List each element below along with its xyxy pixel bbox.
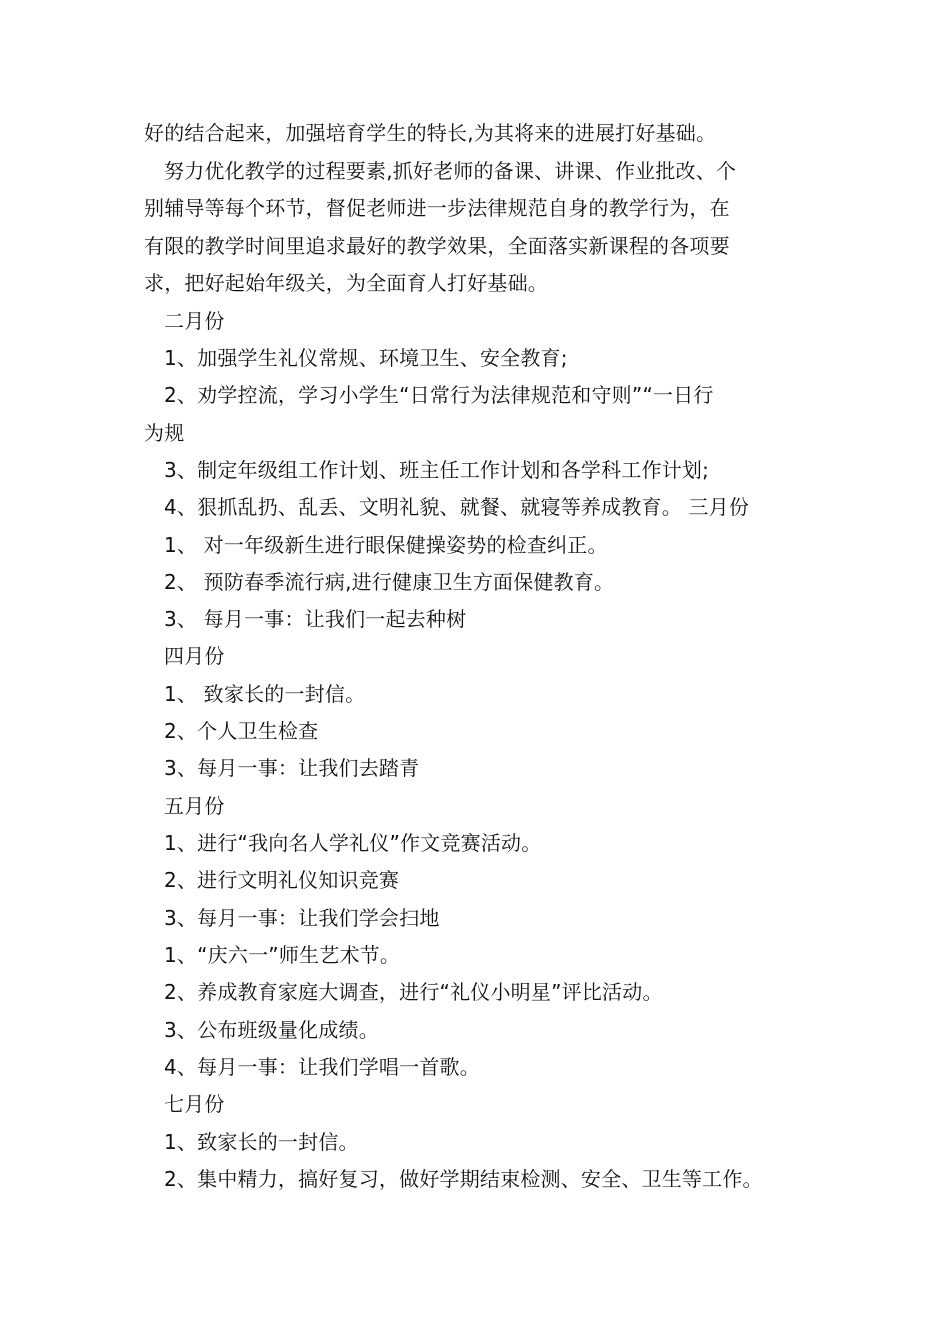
paragraph-line: 求，把好起始年级关，为全面育人打好基础。 bbox=[144, 271, 548, 295]
list-item: 3、 每月一事：让我们一起去种树 bbox=[164, 607, 467, 631]
list-item: 1、加强学生礼仪常规、环境卫生、安全教育; bbox=[164, 346, 568, 370]
list-item: 3、公布班级量化成绩。 bbox=[164, 1018, 379, 1042]
list-item: 1、致家长的一封信。 bbox=[164, 1130, 359, 1154]
list-item: 2、养成教育家庭大调查，进行“礼仪小明星”评比活动。 bbox=[164, 980, 663, 1004]
list-item: 2、 预防春季流行病,进行健康卫生方面保健教育。 bbox=[164, 570, 615, 594]
paragraph-line: 努力优化教学的过程要素,抓好老师的备课、讲课、作业批改、个 bbox=[164, 159, 737, 183]
section-heading: 五月份 bbox=[164, 794, 225, 818]
list-item: 1、 对一年级新生进行眼保健操姿势的检查纠正。 bbox=[164, 533, 608, 557]
list-item: 3、制定年级组工作计划、班主任工作计划和各学科工作计划; bbox=[164, 458, 710, 482]
list-item-continuation: 为规 bbox=[144, 421, 185, 445]
section-heading: 二月份 bbox=[164, 309, 225, 333]
section-heading: 七月份 bbox=[164, 1092, 225, 1116]
list-item: 2、个人卫生检查 bbox=[164, 719, 319, 743]
list-item: 1、“庆六一”师生艺术节。 bbox=[164, 943, 401, 967]
paragraph-line: 有限的教学时间里追求最好的教学效果，全面落实新课程的各项要 bbox=[144, 234, 730, 258]
list-item: 2、集中精力，搞好复习，做好学期结束检测、安全、卫生等工作。 bbox=[164, 1167, 763, 1191]
list-item: 4、狠抓乱扔、乱丢、文明礼貌、就餐、就寝等养成教育。 三月份 bbox=[164, 495, 750, 519]
list-item: 2、进行文明礼仪知识竞赛 bbox=[164, 868, 400, 892]
list-item: 3、每月一事：让我们学会扫地 bbox=[164, 906, 440, 930]
list-item: 1、 致家长的一封信。 bbox=[164, 682, 366, 706]
section-heading: 四月份 bbox=[164, 644, 225, 668]
list-item: 4、每月一事：让我们学唱一首歌。 bbox=[164, 1055, 480, 1079]
paragraph-line: 别辅导等每个环节，督促老师进一步法律规范自身的教学行为，在 bbox=[144, 196, 730, 220]
paragraph-line: 好的结合起来，加强培育学生的特长,为其将来的进展打好基础。 bbox=[144, 121, 717, 145]
list-item: 3、每月一事：让我们去踏青 bbox=[164, 756, 420, 780]
list-item: 2、劝学控流，学习小学生“日常行为法律规范和守则”“一日行 bbox=[164, 383, 714, 407]
list-item: 1、进行“我向名人学礼仪”作文竞赛活动。 bbox=[164, 831, 542, 855]
